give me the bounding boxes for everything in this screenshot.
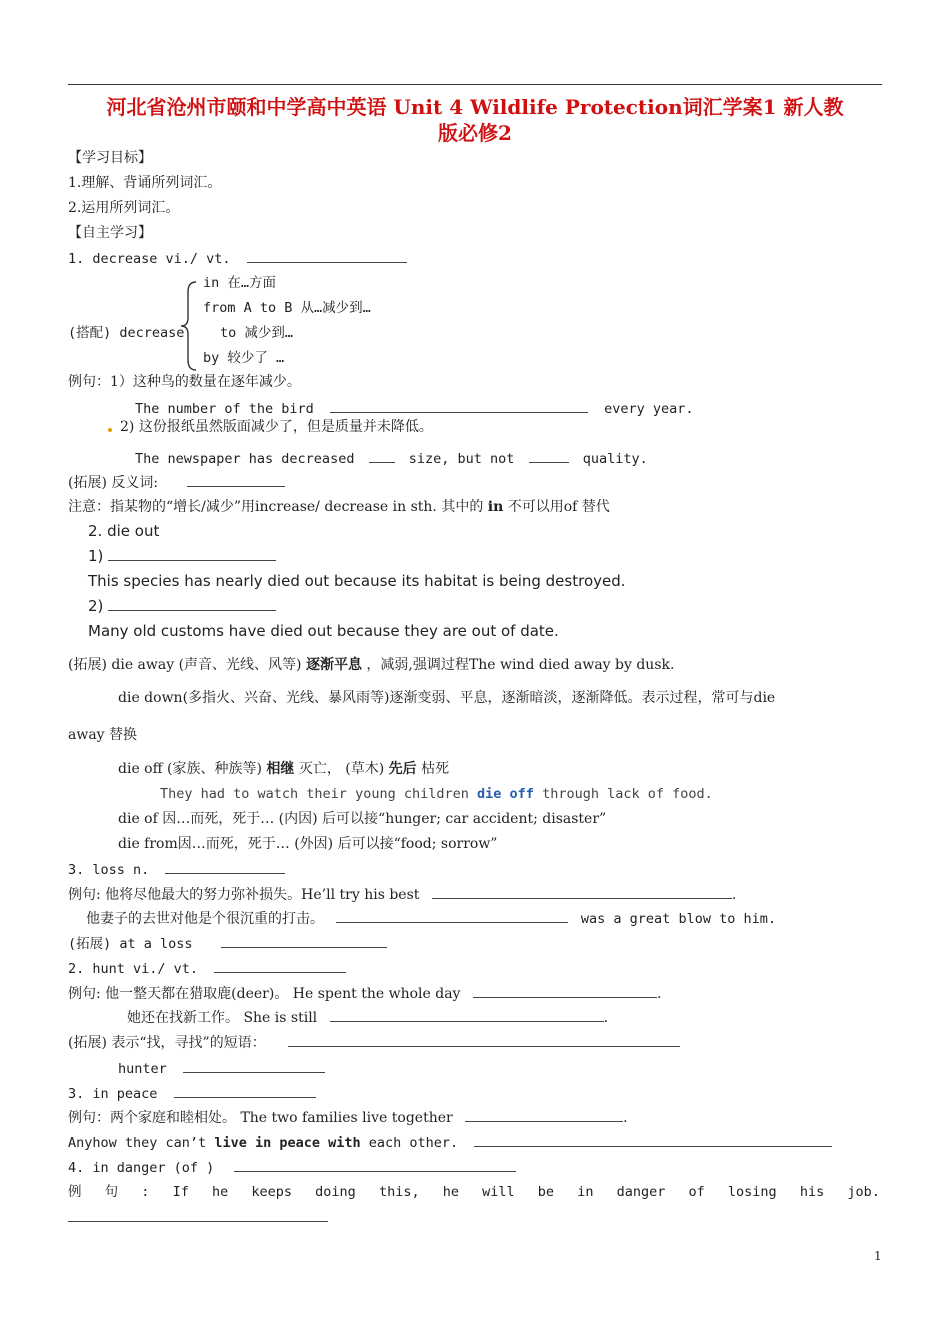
in-danger-example-word: this, [378, 1184, 420, 1200]
example-label: 例句：1）这种鸟的数量在逐年减少。 [68, 374, 301, 390]
answer-blank[interactable] [473, 984, 657, 998]
die-off-line [118, 760, 449, 778]
die-out-blank-2 [88, 597, 276, 615]
die-away-label: (拓展) die away (声音、光线、风等) [68, 657, 302, 673]
die-off-example-off: off [509, 786, 534, 802]
answer-blank[interactable] [330, 1008, 604, 1022]
item-hunt-label: 2. hunt vi./ vt. [68, 961, 199, 977]
page-number: 1 [874, 1249, 882, 1263]
in-danger-example-word: If [172, 1184, 189, 1200]
in-danger-example-word: doing [315, 1184, 356, 1200]
answer-blank[interactable] [330, 399, 588, 413]
document-title [68, 94, 882, 146]
collocation-to: to 减少到… [220, 325, 294, 341]
title-line-1: 河北省沧州市颐和中学高中英语 Unit 4 Wildlife Protection词汇学案1 新人教 [106, 95, 844, 119]
answer-blank[interactable] [234, 1158, 516, 1172]
in-peace-example-2-bold: live in peace with [214, 1135, 361, 1151]
loss-extension [68, 934, 387, 953]
collocation-from-to: from A to B 从…减少到… [203, 300, 371, 316]
collocation-by: by 较少了 … [203, 350, 285, 366]
answer-blank[interactable] [165, 860, 285, 874]
answer-blank[interactable] [247, 249, 407, 263]
in-peace-example-1: 例句：两个家庭和睦相处。 The two families live together . [68, 1110, 628, 1126]
die-off-text-c: 灭亡， (草木) [298, 761, 385, 777]
item-decrease-label: 1. decrease vi./ vt. [68, 251, 231, 267]
in-peace-example-2-text-b: each other. [368, 1135, 459, 1151]
answer-blank[interactable] [221, 934, 387, 948]
header-rule [68, 84, 882, 85]
in-danger-example [68, 1183, 880, 1201]
goal-1: 1.理解、背诵所列词汇。 [68, 175, 222, 191]
in-danger-example-word: danger [616, 1184, 666, 1200]
loss-example-2-text-b: was a great blow to him. [580, 911, 776, 927]
answer-blank[interactable] [336, 909, 568, 923]
die-away-bold: 逐渐平息 [305, 657, 362, 673]
note-text-a: 注意：指某物的“增长/减少”用increase/ decrease in sth. 其中的 [68, 499, 484, 515]
in-danger-example-word: he [211, 1184, 229, 1200]
die-from-line: die from因…而死，死于… (外因) 后可以接“food; sorrow” [118, 836, 498, 852]
in-danger-example-word: : [141, 1184, 150, 1200]
in-danger-example-word: keeps [251, 1184, 293, 1200]
item-loss [68, 860, 285, 879]
die-off-bold-2: 先后 [388, 761, 417, 777]
die-off-text-d: 枯死 [421, 761, 450, 777]
in-danger-blank-line [68, 1208, 328, 1227]
answer-blank[interactable] [465, 1108, 623, 1122]
answer-blank[interactable] [529, 449, 569, 463]
die-off-text-a: die off (家族、种族等) [118, 761, 262, 777]
answer-blank[interactable] [474, 1133, 832, 1147]
item-die-out: 2. die out [88, 522, 160, 540]
answer-blank[interactable] [183, 1059, 325, 1073]
hunter-line [118, 1059, 325, 1078]
loss-example-2 [86, 909, 776, 928]
answer-blank[interactable] [187, 473, 285, 487]
loss-example-1: 例句: 他将尽他最大的努力弥补损失。He’ll try his best . [68, 887, 737, 903]
goal-2: 2.运用所列词汇。 [68, 200, 180, 216]
die-out-sentence-2: Many old customs have died out because they are out of date. [88, 622, 559, 640]
collocation-in: in 在…方面 [203, 275, 277, 291]
example-2-text-b: size, but not [408, 451, 515, 467]
item-in-danger [68, 1158, 516, 1177]
answer-blank[interactable] [288, 1033, 680, 1047]
die-out-blank-1 [88, 547, 276, 565]
in-danger-example-word: his [799, 1184, 825, 1200]
in-peace-example-2 [68, 1133, 832, 1152]
answer-blank[interactable] [214, 959, 346, 973]
die-off-example-b: through lack of food. [542, 786, 713, 802]
item-hunt [68, 959, 346, 978]
die-down-line: die down(多指火、兴奋、光线、暴风雨等)逐渐变弱、平息，逐渐暗淡，逐渐降低。表示过程，常可与die [118, 690, 776, 706]
in-danger-example-word: 例 [68, 1184, 82, 1200]
marker-dot-icon [108, 428, 112, 432]
answer-blank[interactable] [108, 597, 276, 611]
hunt-extension-label: (拓展) 表示“找，寻找”的短语： [68, 1035, 266, 1051]
note-line [68, 498, 610, 516]
in-danger-example-word: be [537, 1184, 555, 1200]
in-danger-example-word: he [442, 1184, 459, 1200]
in-peace-example-1-text: 例句：两个家庭和睦相处。 The two families live together [68, 1110, 453, 1126]
in-danger-example-word: will [482, 1184, 515, 1200]
in-danger-example-word: job. [847, 1184, 880, 1200]
example-2-text-a: The newspaper has decreased [135, 451, 355, 467]
in-danger-example-word: of [688, 1184, 705, 1200]
hunter-label: hunter [118, 1061, 167, 1077]
in-danger-example-word: losing [727, 1184, 777, 1200]
collocation-label: (搭配) decrease [68, 325, 185, 341]
answer-blank[interactable] [108, 547, 276, 561]
in-danger-example-word: in [577, 1184, 594, 1200]
loss-example-2-text-a: 他妻子的去世对他是个很沉重的打击。 [86, 911, 324, 927]
die-away-line [68, 656, 674, 674]
answer-blank[interactable] [174, 1084, 316, 1098]
answer-blank[interactable] [369, 449, 395, 463]
hunt-example-2: 她还在找新工作。 She is still . [127, 1010, 609, 1026]
goals-header: 【学习目标】 [68, 150, 152, 166]
note-text-b: 不可以用of 替代 [507, 499, 610, 515]
item-loss-label: 3. loss n. [68, 862, 150, 878]
die-out-number-2: 2) [88, 597, 104, 615]
die-away-rest: ，减弱,强调过程The wind died away by dusk. [366, 657, 675, 673]
antonym-label: (拓展) 反义词: [68, 475, 159, 491]
hunt-extension [68, 1033, 680, 1052]
loss-extension-label: (拓展) at a loss [68, 936, 193, 952]
item-decrease [68, 249, 407, 268]
die-out-number-1: 1) [88, 547, 104, 565]
item-in-danger-label: 4. in danger (of ) [68, 1160, 215, 1176]
item-in-peace [68, 1084, 316, 1103]
title-line-2: 版必修2 [438, 121, 512, 145]
antonym-line [68, 473, 285, 492]
die-out-sentence-1: This species has nearly died out because its habitat is being destroyed. [88, 572, 626, 590]
answer-blank[interactable] [68, 1208, 328, 1222]
example-1-en [135, 399, 694, 418]
die-down-line-2: away 替换 [68, 727, 138, 743]
note-in: in [487, 499, 504, 515]
hunt-example-2-text: 她还在找新工作。 She is still [127, 1010, 318, 1026]
example-2-en [135, 449, 648, 468]
self-study-header: 【自主学习】 [68, 225, 152, 241]
die-off-example-die: die [477, 786, 502, 802]
answer-blank[interactable] [432, 885, 732, 899]
in-peace-example-2-text-a: Anyhow they can’t [68, 1135, 207, 1151]
example-2-cn: 2) 这份报纸虽然版面减少了，但是质量并未降低。 [120, 419, 433, 435]
die-off-bold-1: 相继 [266, 761, 295, 777]
example-1-text-a: The number of the bird [135, 401, 314, 417]
example-1-text-b: every year. [604, 401, 694, 417]
hunt-example-1-text: 例句: 他一整天都在猎取鹿(deer)。 He spent the whole day [68, 986, 461, 1002]
hunt-example-1: 例句: 他一整天都在猎取鹿(deer)。 He spent the whole day . [68, 986, 662, 1002]
loss-example-1-text: 例句: 他将尽他最大的努力弥补损失。He’ll try his best [68, 887, 420, 903]
die-off-example [160, 785, 713, 803]
item-in-peace-label: 3. in peace [68, 1086, 158, 1102]
in-danger-example-word: 句 [104, 1184, 119, 1200]
die-of-line: die of 因…而死，死于… (内因) 后可以接“hunger; car accident; disaster” [118, 811, 607, 827]
die-off-example-a: They had to watch their young children [160, 786, 469, 802]
example-2-text-c: quality. [582, 451, 648, 467]
